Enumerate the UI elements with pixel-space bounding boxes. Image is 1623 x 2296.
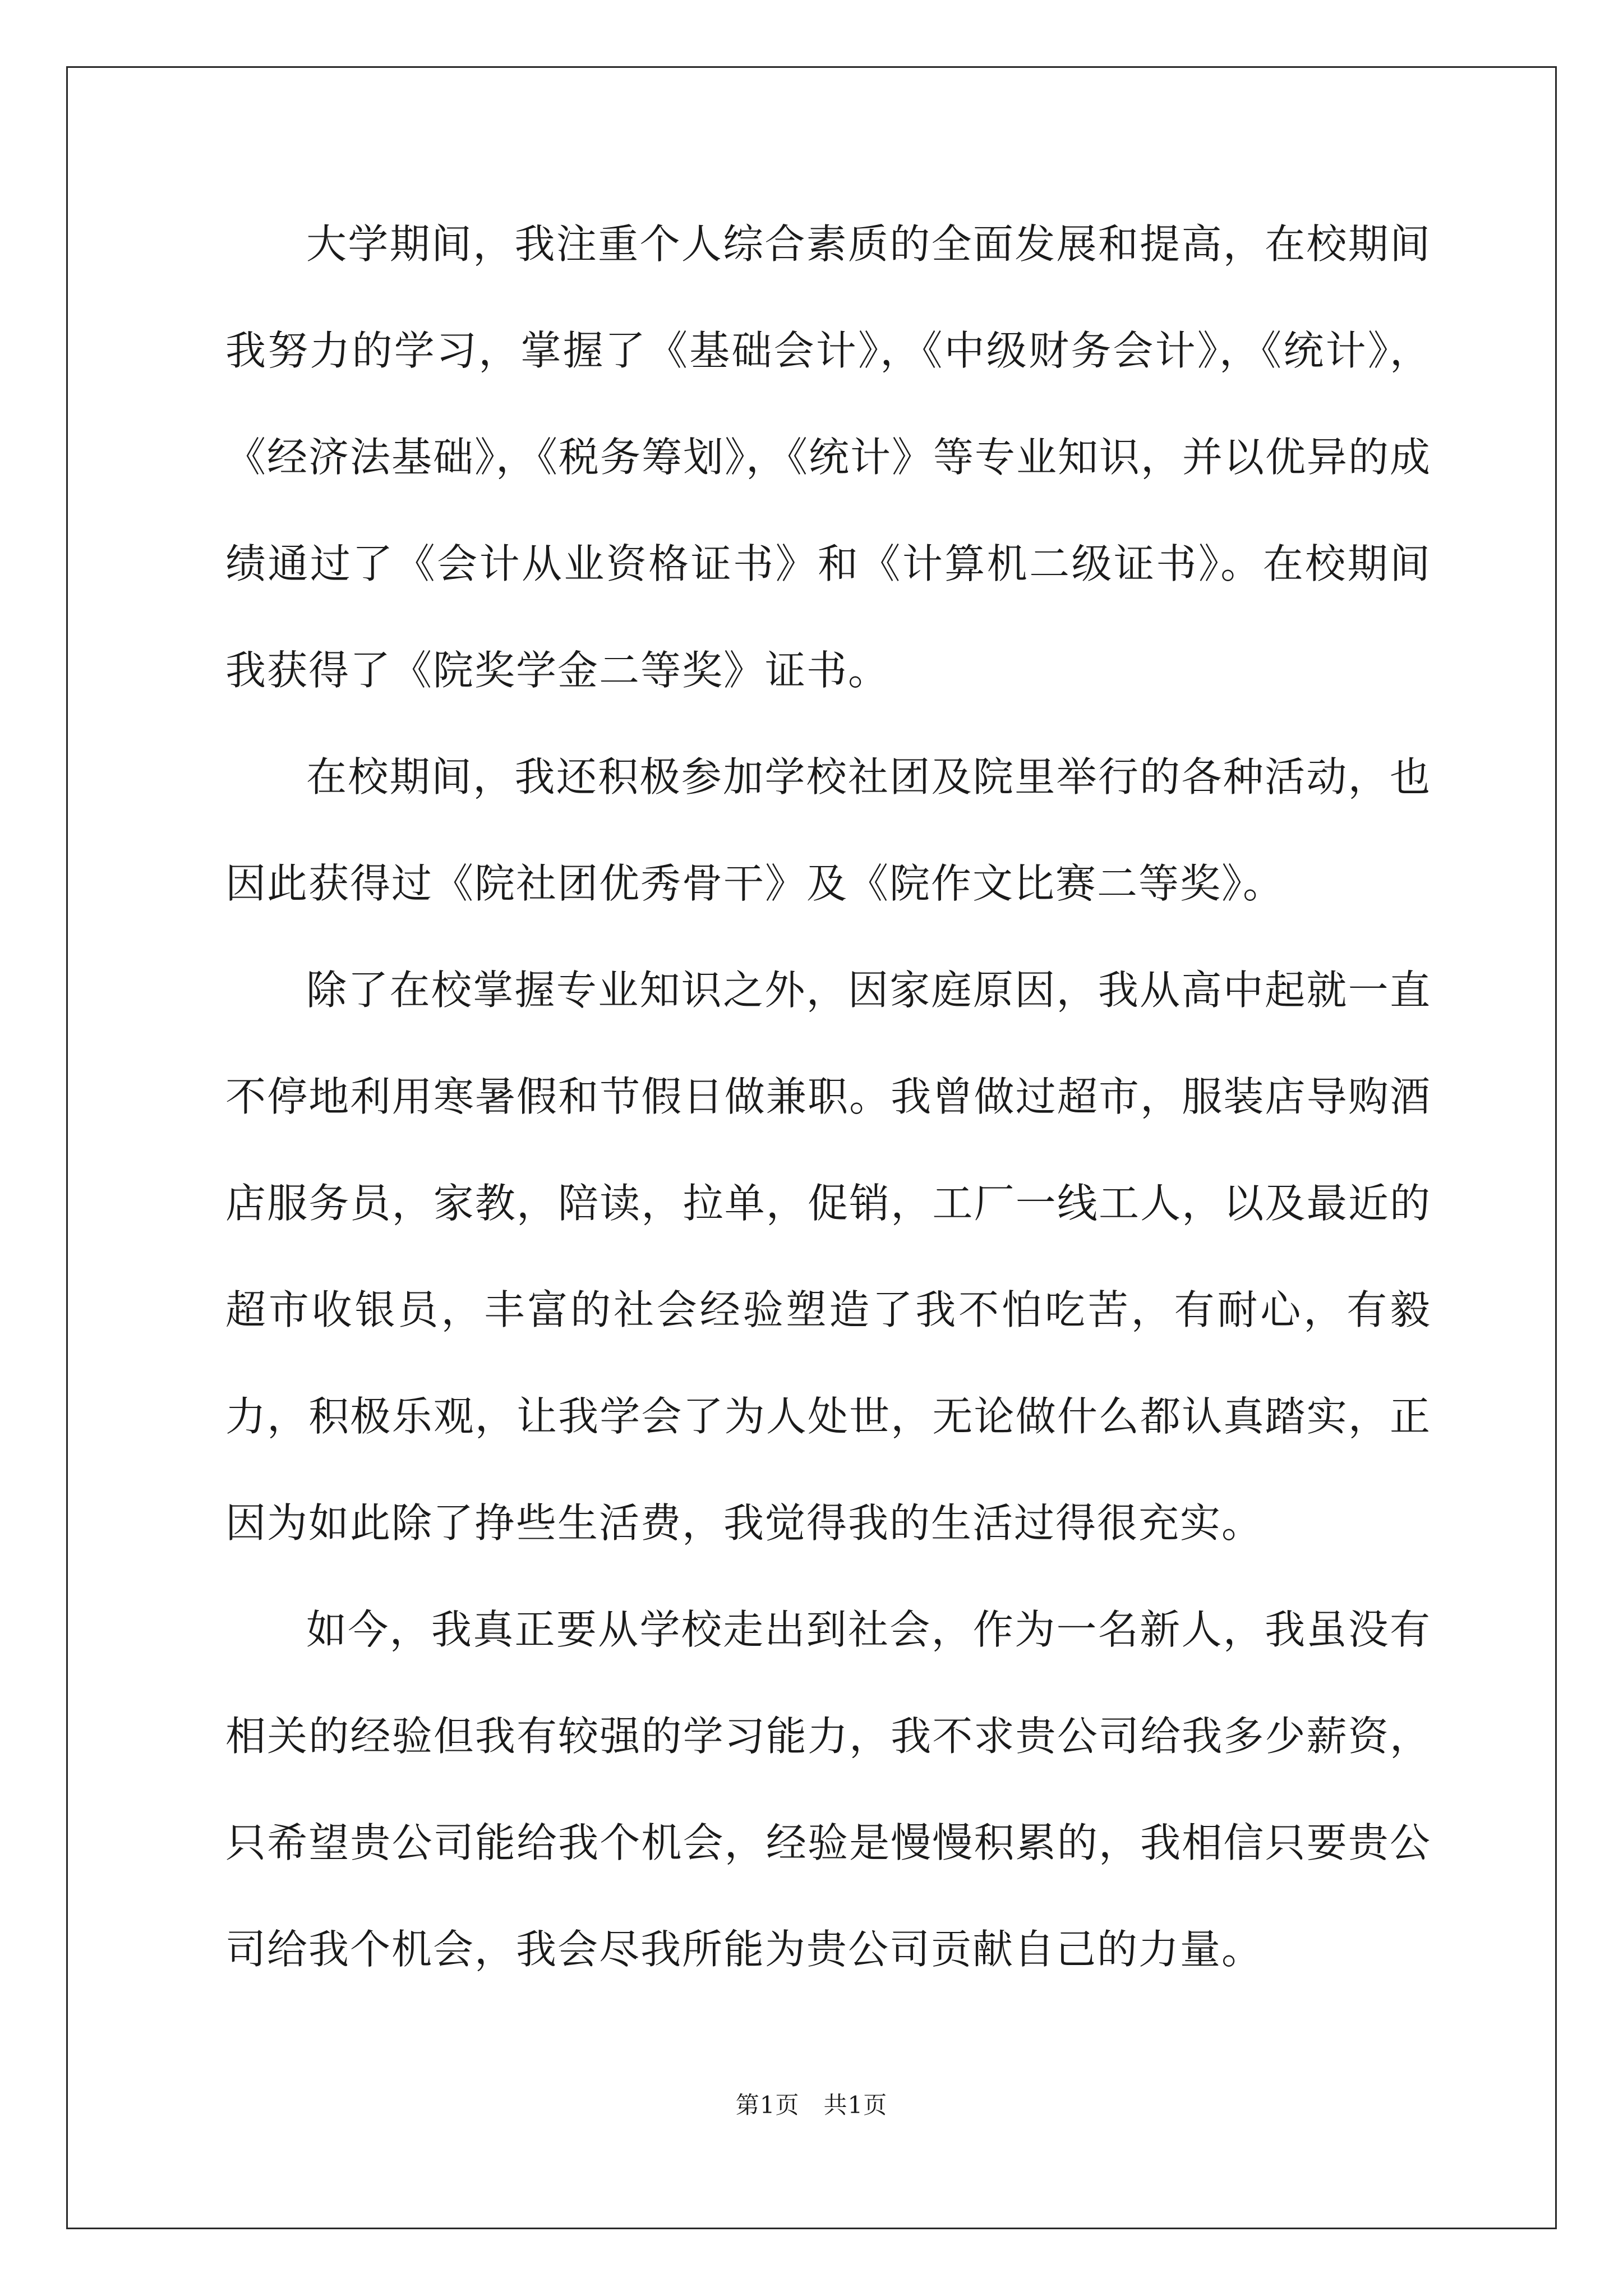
document-body [225, 191, 1431, 2003]
paragraph-3: 除了在校掌握专业知识之外，因家庭原因，我从高中起就一直不停地利用寒暑假和节假日做兼职。我曾做过超市，服装店导购酒店服务员，家教，陪读，拉单，促销，工厂一线工人，以及最近的超市收银员，丰富的社会经验塑造了我不怕吃苦，有耐心，有毅力，积极乐观，让我学会了为人处世，无论做什么都认真踏实，正因为如此除了挣些生活费，我觉得我的生活过得很充实。 [225, 967, 1431, 1547]
page-number-footer: 第1页 共1页 [735, 2091, 888, 2119]
paragraph-1: 大学期间，我注重个人综合素质的全面发展和提高，在校期间我努力的学习，掌握了《基础会计》，《中级财务会计》，《统计》，《经济法基础》，《税务筹划》，《统计》等专业知识，并以优异的成绩通过了《会计从业资格证书》和《计算机二级证书》。在校期间我获得了《院奖学金二等奖》证书。 [225, 220, 1432, 694]
paragraph-2: 在校期间，我还积极参加学校社团及院里举行的各种活动，也因此获得过《院社团优秀骨干》及《院作文比赛二等奖》。 [225, 753, 1431, 907]
paragraph-4: 如今，我真正要从学校走出到社会，作为一名新人，我虽没有相关的经验但我有较强的学习能力，我不求贵公司给我多少薪资，只希望贵公司能给我个机会，经验是慢慢积累的，我相信只要贵公司给我个机会，我会尽我所能为贵公司贡献自己的力量。 [225, 1606, 1431, 1973]
